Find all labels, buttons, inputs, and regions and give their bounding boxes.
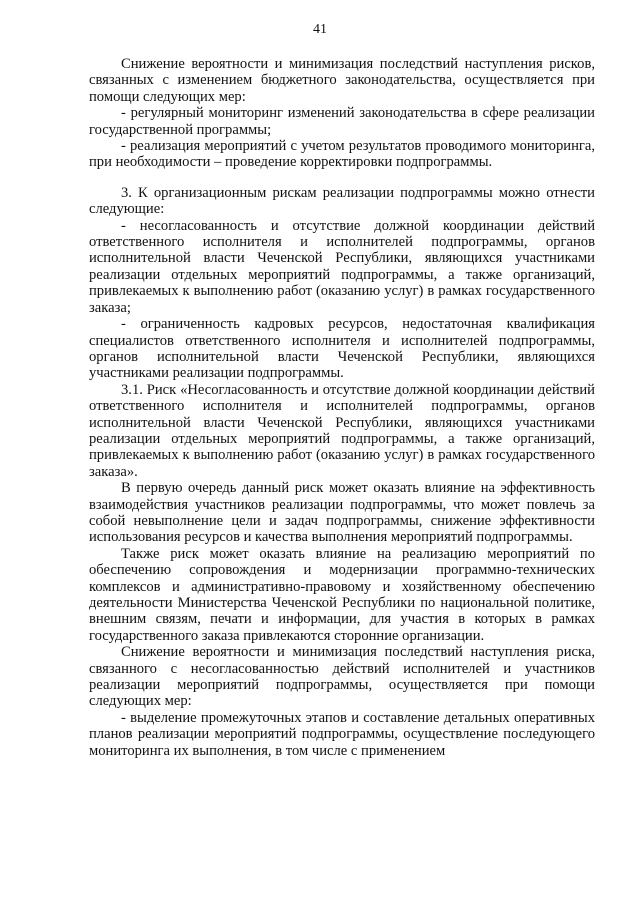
list-item: - ограниченность кадровых ресурсов, недостаточная квалификация специалистов ответственного исполнителя и исполнителей подпрограммы, органов исполнительной власти Чеченской Республики, являющихся участниками реализации подпрограммы. <box>89 316 595 382</box>
paragraph: В первую очередь данный риск может оказать влияние на эффективность взаимодействия участников реализации подпрограммы, что может повлечь за собой невыполнение цели и задач подпрограммы, снижение эффективности использования ресурсов и качества выполнения мероприятий подпрограммы. <box>89 480 595 546</box>
list-item: - выделение промежуточных этапов и составление детальных оперативных планов реализации мероприятий подпрограммы, осуществление последующего мониторинга их выполнения, в том числе с применением <box>89 709 595 759</box>
paragraph: 3.1. Риск «Несогласованность и отсутствие должной координации действий ответственного исполнителя и исполнителей подпрограммы, органов исполнительной власти Чеченской Республики, являющихся участниками реализации отдельных мероприятий подпрограммы, а также организаций, привлекаемых к выполнению работ (оказанию услуг) в рамках государственного заказа». <box>89 381 595 480</box>
list-item: - реализация мероприятий с учетом результатов проводимого мониторинга, при необходимости – проведение корректировки подпрограммы. <box>89 138 595 171</box>
section-heading-paragraph: 3. К организационным рискам реализации подпрограммы можно отнести следующие: <box>89 184 595 218</box>
list-item: - регулярный мониторинг изменений законодательства в сфере реализации государственной программы; <box>89 105 595 138</box>
paragraph: Снижение вероятности и минимизация последствий наступления рисков, связанных с изменением бюджетного законодательства, осуществляется при помощи следующих мер: <box>89 56 595 105</box>
paragraph: Снижение вероятности и минимизация последствий наступления риска, связанного с несогласованностью действий исполнителей и участников реализации мероприятий подпрограммы, осуществляется при помощи следующих мер: <box>89 644 595 710</box>
paragraph: Также риск может оказать влияние на реализацию мероприятий по обеспечению сопровождения и модернизации программно-технических комплексов и административно-правовому и хозяйственному обеспечению деятельности Министерства Чеченской Республики по национальной политике, внешним связям, печати и информации, для участия в которых в рамках государственного заказа привлекаются сторонние организации. <box>89 545 595 644</box>
list-item: - несогласованность и отсутствие должной координации действий ответственного исполнителя и исполнителей подпрограммы, органов исполнительной власти Чеченской Республики, являющихся участниками реализации отдельных мероприятий подпрограммы, а также организаций, привлекаемых к выполнению работ (оказанию услуг) в рамках государственного заказа; <box>89 217 595 316</box>
page-number: 41 <box>313 22 327 37</box>
document-body <box>89 56 595 759</box>
